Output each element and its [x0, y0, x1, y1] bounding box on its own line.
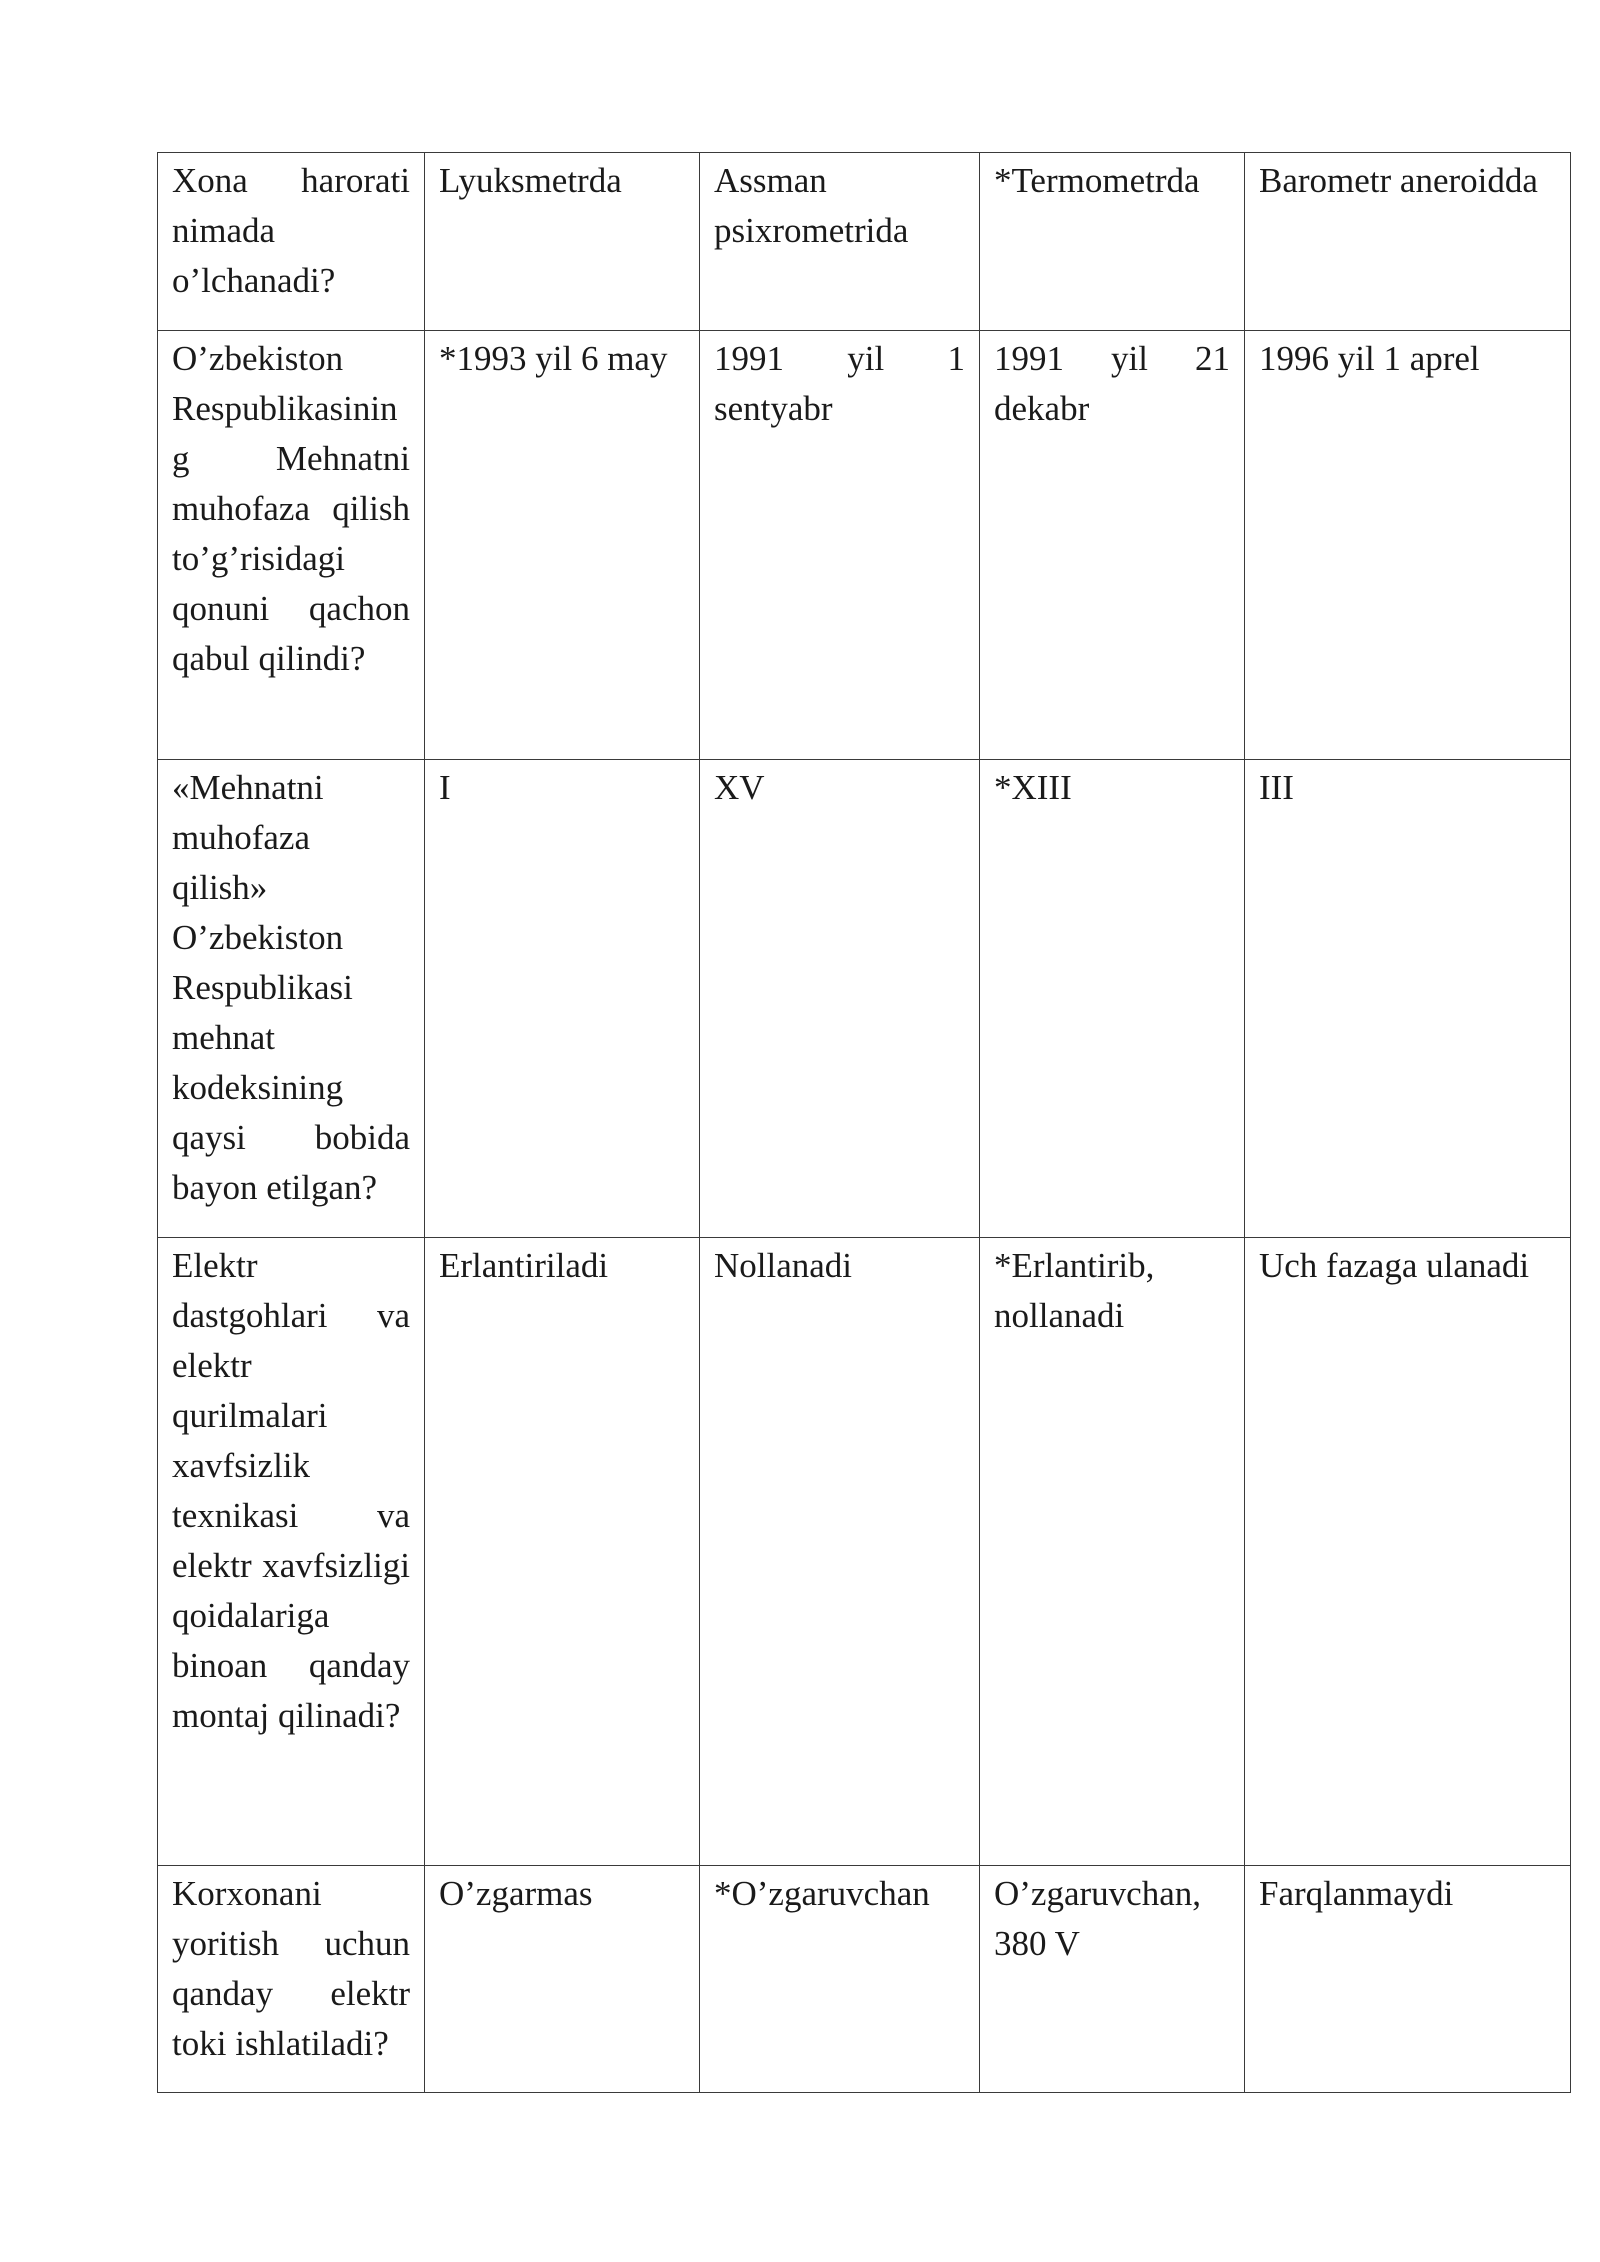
answer-cell: *Erlantirib, nollanadi	[980, 1238, 1245, 1866]
table-row	[158, 1238, 1571, 1866]
question-cell: Xona harorati nimada o’lchanadi?	[158, 153, 425, 331]
answer-cell: XV	[700, 760, 980, 1238]
table-row	[158, 760, 1571, 1238]
answer-cell: Lyuksmetrda	[425, 153, 700, 331]
table-row	[158, 1866, 1571, 2093]
answer-cell: Assman psixrometrida	[700, 153, 980, 331]
answer-cell: Erlantiriladi	[425, 1238, 700, 1866]
answer-cell: *Termometrda	[980, 153, 1245, 331]
question-cell: Elektr dastgohlari va elektr qurilmalari xavfsizlik texnikasi va elektr xavfsizligi qoidalariga binoan qanday montaj qilinadi?	[158, 1238, 425, 1866]
answer-cell: 1991 yil 21 dekabr	[980, 331, 1245, 760]
answer-cell: *1993 yil 6 may	[425, 331, 700, 760]
answer-cell: *XIII	[980, 760, 1245, 1238]
question-cell: O’zbekiston Respublikasining Mehnatni muhofaza qilish to’g’risidagi qonuni qachon qabul qilindi?	[158, 331, 425, 760]
answer-cell: O’zgaruvchan, 380 V	[980, 1866, 1245, 2093]
answer-cell: III	[1245, 760, 1571, 1238]
answer-cell: 1991 yil 1 sentyabr	[700, 331, 980, 760]
answer-cell: *O’zgaruvchan	[700, 1866, 980, 2093]
answer-cell: Nollanadi	[700, 1238, 980, 1866]
quiz-table	[157, 152, 1571, 2093]
answer-cell: O’zgarmas	[425, 1866, 700, 2093]
answer-cell: Barometr aneroidda	[1245, 153, 1571, 331]
answer-cell: Farqlanmaydi	[1245, 1866, 1571, 2093]
question-cell: Korxonani yoritish uchun qanday elektr toki ishlatiladi?	[158, 1866, 425, 2093]
answer-cell: 1996 yil 1 aprel	[1245, 331, 1571, 760]
table-row	[158, 331, 1571, 760]
answer-cell: I	[425, 760, 700, 1238]
question-cell: «Mehnatni muhofaza qilish» O’zbekiston Respublikasi mehnat kodeksining qaysi bobida bayon etilgan?	[158, 760, 425, 1238]
table-row	[158, 153, 1571, 331]
answer-cell: Uch fazaga ulanadi	[1245, 1238, 1571, 1866]
